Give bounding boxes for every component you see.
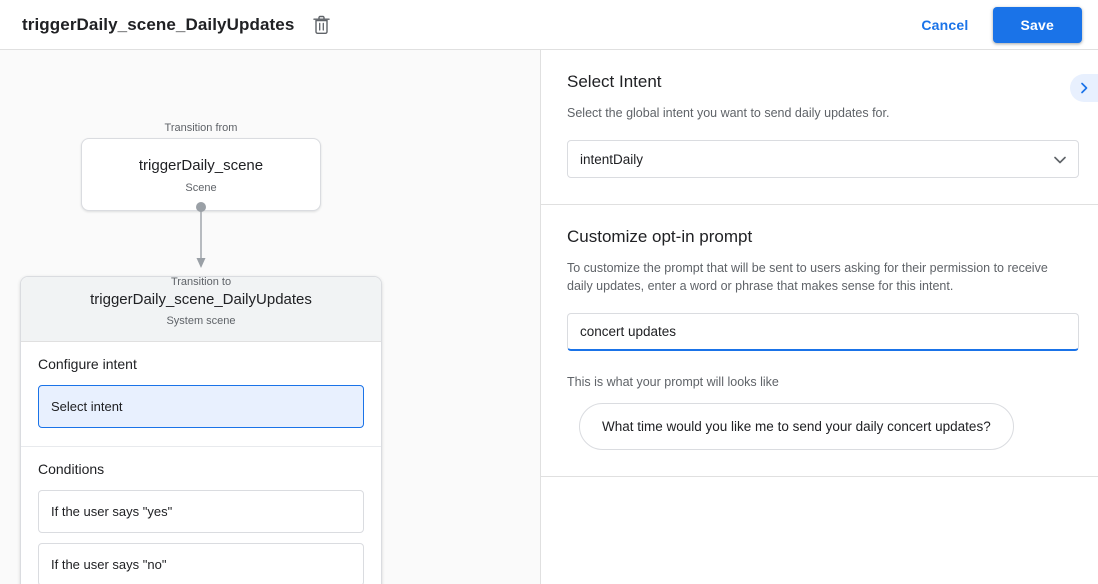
transition-from-group: [20, 122, 382, 211]
prompt-preview-bubble: What time would you like me to send your daily concert updates?: [579, 403, 1014, 450]
select-intent-section: [541, 50, 1098, 205]
detail-panel: [541, 50, 1098, 584]
trash-icon[interactable]: [308, 12, 334, 38]
chevron-down-icon: [1054, 152, 1066, 167]
node-to-subtitle: System scene: [166, 315, 236, 327]
transition-to-caption: Transition to: [170, 276, 232, 288]
opt-in-description: To customize the prompt that will be sent to users asking for their permission to receive daily updates, enter a word or phrase that makes sense for this intent.: [567, 261, 1048, 294]
save-button[interactable]: Save: [993, 7, 1083, 43]
select-intent-description: Select the global intent you want to send daily updates for.: [567, 106, 890, 120]
cancel-button[interactable]: Cancel: [907, 9, 982, 41]
node-from-title: triggerDaily_scene: [138, 157, 264, 174]
transition-from-caption: Transition from: [164, 122, 238, 134]
opt-in-phrase-input[interactable]: [567, 313, 1079, 351]
page-title: triggerDaily_scene_DailyUpdates: [22, 14, 295, 34]
scene-graph-panel: [0, 50, 541, 584]
conditions-title: Conditions: [38, 461, 105, 477]
preview-label: This is what your prompt will looks like: [567, 375, 779, 390]
select-intent-heading: Select Intent: [567, 72, 662, 91]
connector-arrow-icon: [181, 202, 221, 272]
intent-select[interactable]: [567, 140, 1079, 178]
select-intent-chip[interactable]: Select intent: [38, 385, 364, 428]
opt-in-prompt-section: [541, 205, 1098, 477]
conditions-section: [21, 447, 381, 584]
node-from-subtitle: Scene: [185, 182, 217, 194]
configure-intent-section: [21, 342, 381, 447]
condition-item[interactable]: If the user says "yes": [38, 490, 364, 533]
node-transition-to-card: [20, 276, 382, 584]
node-to-title: triggerDaily_scene_DailyUpdates: [90, 291, 312, 308]
opt-in-heading: Customize opt-in prompt: [567, 227, 753, 247]
intent-select-value: intentDaily: [580, 151, 644, 167]
chevron-right-icon[interactable]: [1070, 74, 1098, 102]
body-container: [0, 50, 1098, 584]
condition-item[interactable]: If the user says "no": [38, 543, 364, 584]
header-bar: [0, 0, 1098, 50]
node-transition-from[interactable]: [81, 138, 321, 211]
configure-intent-title: Configure intent: [38, 356, 137, 372]
